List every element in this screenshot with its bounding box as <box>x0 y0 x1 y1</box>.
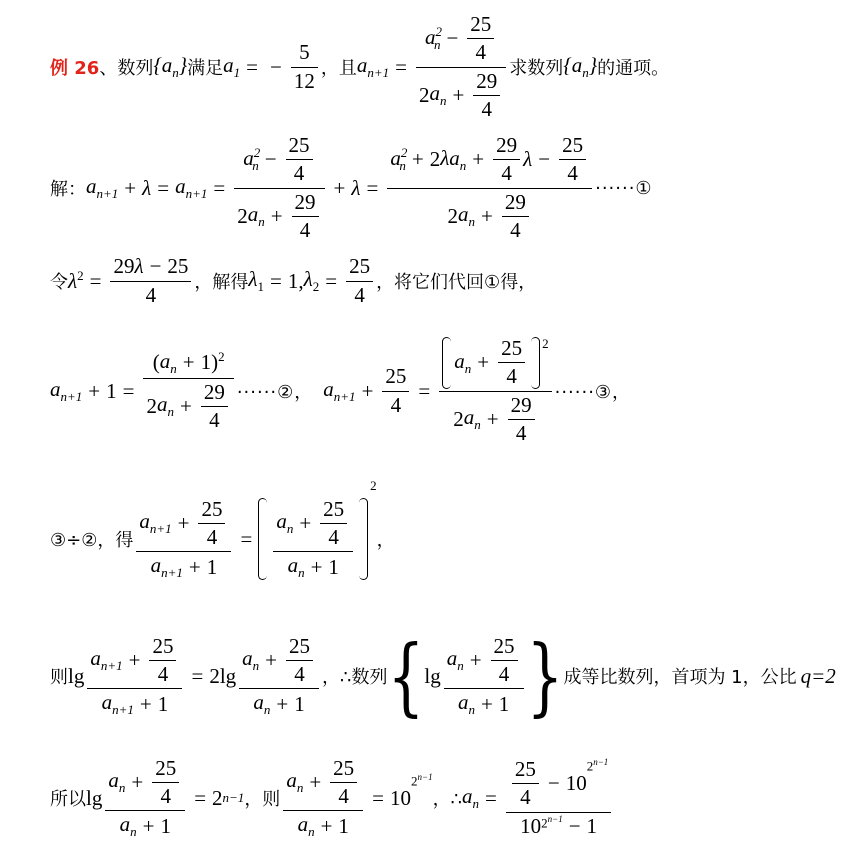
comma: ， <box>376 530 395 551</box>
solution-label: 解： <box>50 179 86 200</box>
problem-line: 例 26 、数列 $\{a_n\}$ 满足 $a_1$ = − $\frac{5}{12}$ ，且 $a_{n+1}$ = $a^2_n$ − $\frac{25}{4}$ 2 $a_n$ + $\frac{29}{4}$ 求数列 $\{a_n\}$ 的通项。 <box>50 12 670 121</box>
geometric-text: 成等比数列，首项为 1，公比 <box>563 667 797 688</box>
then-text-2: ，则 <box>244 789 281 810</box>
recurrence-fraction: $a^2_n$ − $\frac{25}{4}$ 2 $a_n$ + $\frac{29}{4}$ <box>416 13 506 120</box>
example-label: 例 26 <box>50 58 100 79</box>
problem-text-4: 求数列 <box>509 58 564 79</box>
fraction: $a^2_n$ + 2 $\lambda a_n$ + $\frac{29}{4}$ λ − $\frac{25}{4}$ 2 $a_n$ + $\frac{29}{4}$ <box>387 134 592 241</box>
fraction: $\frac{25}{4}$ <box>346 255 373 306</box>
squared-fraction: $a_n$ + $\frac{25}{4}$ $a_n$ + 1 <box>258 498 368 581</box>
hence-text: 所以 <box>50 789 86 810</box>
result-fraction: $\frac{25}{4}$ − 10 $2^{n-1}$ 10 $2^{n-1}$ − 1 <box>506 758 611 837</box>
let-text: 令 <box>50 272 68 293</box>
fraction: ( $a_n$ + 1 ) $^2$ 2 $a_n$ + $\frac{29}{4}$ <box>143 350 233 433</box>
solution-line-5: 则 lg $a_{n+1}$ + $\frac{25}{4}$ $a_{n+1}$ + 1 = 2 lg $a_n$ + $\frac{25}{4}$ $a_n$ + 1 ，∴数列 { lg $a_n$ + $\frac{25}{4}$ $a_n$ + 1 } 成等比数列，首项为 1，公比 q=2 <box>50 626 836 726</box>
right-brace: } <box>526 626 564 726</box>
formula-initial: $a_1$ <box>223 52 241 81</box>
problem-text-1: 、数列 <box>99 58 154 79</box>
equation-marker-1: ······① <box>595 177 653 199</box>
problem-text-2: 满足 <box>187 58 224 79</box>
fraction: $a_n$ + $\frac{25}{4}$ $a_n$ + 1 <box>239 635 319 718</box>
fraction: $a_n$ + $\frac{25}{4}$ $a_n$ + 1 <box>444 635 524 718</box>
fraction: 29 λ − 25 4 <box>110 255 191 306</box>
fraction: $a_{n+1}$ + $\frac{25}{4}$ $a_{n+1}$ + 1 <box>87 635 182 718</box>
fraction: $a_n$ + $\frac{25}{4}$ $a_n$ + 1 <box>105 757 185 840</box>
formula-sequence: $\{a_n\}$ <box>153 52 188 81</box>
solve-text: ，解得 <box>194 272 249 293</box>
fraction: $\frac{5}{12}$ <box>291 41 318 92</box>
solution-line-1: 解： $a_{n+1}$ + λ = $a_{n+1}$ = $a^2_n$ − $\frac{25}{4}$ 2 $a_n$ + $\frac{29}{4}$ + λ = $a^2_n$ + 2 $\lambda a_n$ + $\frac{29}{4}$ λ − $\frac{25}{4}$ 2 $a_n$ + $\frac{29}{4}$ ······① <box>50 133 653 242</box>
fraction: $a_n$ + $\frac{25}{4}$ 2 2 $a_n$ + $\frac{29}{4}$ <box>439 337 551 444</box>
substitute-text: ，将它们代回①得， <box>376 272 537 293</box>
problem-text-3: ，且 <box>320 58 357 79</box>
fraction: $\frac{25}{4}$ <box>382 365 409 416</box>
solution-line-4: ③÷②，得 $a_{n+1}$ + $\frac{25}{4}$ $a_{n+1}$ + 1 = $a_n$ + $\frac{25}{4}$ $a_n$ + 1 2 ， <box>50 478 395 581</box>
fraction: $a_{n+1}$ + $\frac{25}{4}$ $a_{n+1}$ + 1 <box>136 498 231 581</box>
ratio-value: q=2 <box>800 663 836 688</box>
solution-line-2: 令 $\lambda^2$ = 29 λ − 25 4 ，解得 $\lambda_1$ = 1, $\lambda_2$ = $\frac{25}{4}$ ，将它们代回①得， <box>50 254 537 307</box>
therefore-seq-text: ，∴数列 <box>322 667 388 688</box>
equation-marker-3: ······③， <box>554 382 632 403</box>
fraction: $a_n$ + $\frac{25}{4}$ $a_n$ + 1 <box>283 757 363 840</box>
solution-line-3: $a_{n+1}$ + 1 = ( $a_n$ + 1 ) $^2$ 2 $a_n$ + $\frac{29}{4}$ ······②， $a_{n+1}$ + $\frac{25}{4}$ = $a_n$ + $\frac{25}{4}$ 2 2 $a_n$ + $\frac{29}{4}$ ······③， <box>50 336 632 445</box>
divide-text: ③÷②，得 <box>50 530 134 551</box>
fraction: $a^2_n$ − $\frac{25}{4}$ 2 $a_n$ + $\frac{29}{4}$ <box>234 134 324 241</box>
left-brace: { <box>387 626 425 726</box>
therefore-text-2: ，∴ <box>432 789 463 810</box>
equation-marker-2: ······②， <box>236 382 314 403</box>
problem-text-5: 的通项。 <box>597 58 670 79</box>
then-text: 则 <box>50 667 68 688</box>
solution-line-6: 所以 lg $a_n$ + $\frac{25}{4}$ $a_n$ + 1 = 2 n−1 ，则 $a_n$ + $\frac{25}{4}$ $a_n$ + 1 = 10 $2^{n-1}$ ，∴ $a_n$ = $\frac{25}{4}$ − 10 $2^{n-1}$ 10 $2^{n-1}$ − 1 <box>0 742 868 854</box>
